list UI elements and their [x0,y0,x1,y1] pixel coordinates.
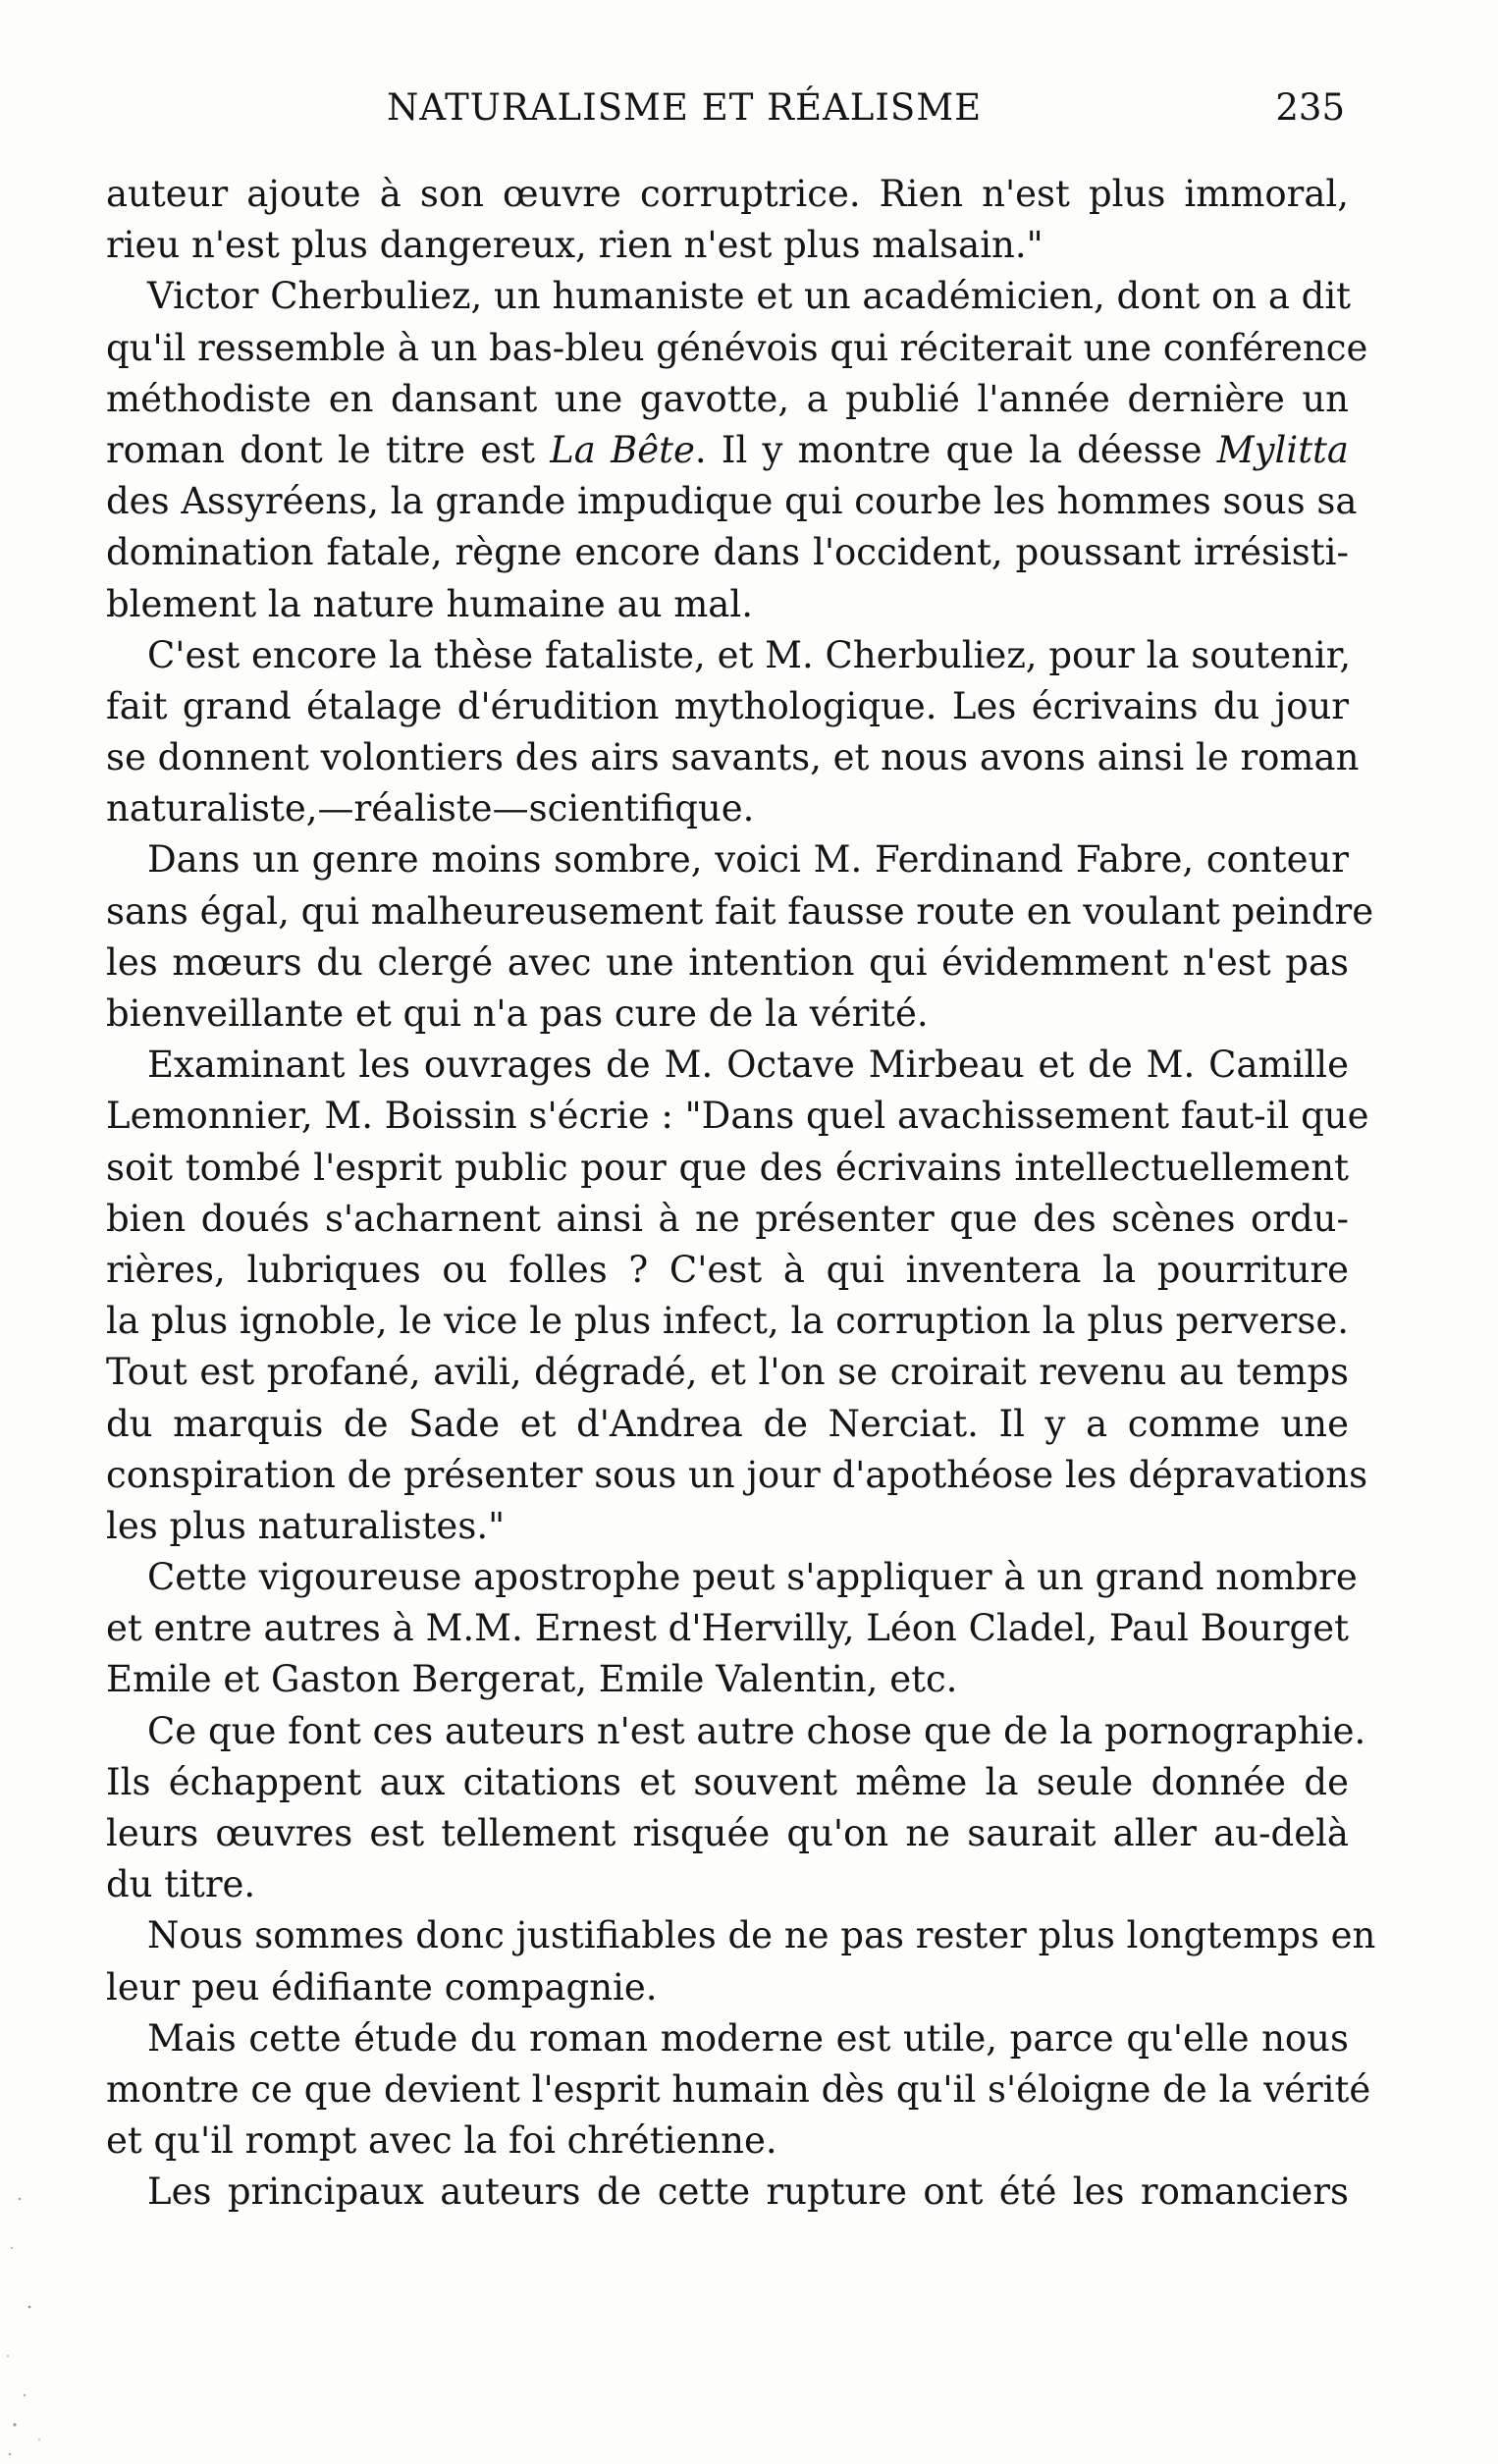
text-line: les mœurs du clergé avec une intention qui évidemment n'est pas [106,940,1349,984]
page-header [108,86,1355,145]
text-line: Cette vigoureuse apostrophe peut s'appliquer à un grand nombre [147,1556,1358,1599]
text-line: Nous sommes donc justifiables de ne pas rester plus longtemps en [147,1914,1376,1957]
text-line: soit tombé l'esprit public pour que des écrivains intellectuellement [106,1146,1349,1189]
text-line: du marquis de Sade et d'Andrea de Nerciat. Il y a comme une [106,1402,1349,1445]
text-line: se donnent volontiers des airs savants, et nous avons ainsi le roman [106,736,1360,779]
text-line: Lemonnier, M. Boissin s'écrie : "Dans quel avachissement faut-il que [106,1095,1369,1138]
text-line: Mais cette étude du roman moderne est utile, parce qu'elle nous [147,2016,1349,2060]
text-line: qu'il ressemble à un bas-bleu génévois qui réciterait une conférence [106,326,1368,369]
text-line: Dans un genre moins sombre, voici M. Ferdinand Fabre, conteur [147,838,1349,882]
text-line: Examinant les ouvrages de M. Octave Mirbeau et de M. Camille [147,1044,1349,1087]
scan-specks [0,2160,88,2464]
text-line: roman dont le titre est La Bête. Il y montre que la déesse Mylitta [106,428,1349,471]
text-line: les plus naturalistes." [106,1504,506,1547]
text-line: naturaliste,—réaliste—scientifique. [106,787,755,830]
text-line: bienveillante et qui n'a pas cure de la vérité. [106,992,929,1035]
page-number: 235 [1275,86,1345,129]
text-line: rieu n'est plus dangereux, rien n'est plus malsain." [106,224,1043,267]
text-line: bien doués s'acharnent ainsi à ne présenter que des scènes ordu- [106,1197,1349,1240]
text-line: montre ce que devient l'esprit humain dès qu'il s'éloigne de la vérité [106,2067,1371,2111]
text-line: et entre autres à M.M. Ernest d'Hervilly, Léon Cladel, Paul Bourget [106,1607,1349,1650]
text-line: Tout est profané, avili, dégradé, et l'on se croirait revenu au temps [106,1351,1349,1394]
text-line: Les principaux auteurs de cette rupture ont été les romanciers [147,2170,1349,2214]
text-line: la plus ignoble, le vice le plus infect, la corruption la plus perverse. [106,1300,1349,1343]
text-line: sans égal, qui malheureusement fait fausse route en voulant peindre [106,889,1374,933]
text-line: et qu'il rompt avec la foi chrétienne. [106,2119,777,2163]
text-line: rières, lubriques ou folles ? C'est à qui inventera la pourriture [106,1248,1349,1291]
text-line: conspiration de présenter sous un jour d'apothéose les dépravations [106,1453,1368,1496]
text-line: blement la nature humaine au mal. [106,582,753,625]
text-line: C'est encore la thèse fataliste, et M. Cherbuliez, pour la soutenir, [147,633,1352,676]
text-line: leurs œuvres est tellement risquée qu'on ne saurait aller au-delà [106,1812,1349,1854]
running-title: NATURALISME ET RÉALISME [387,86,983,129]
text-line: des Assyréens, la grande impudique qui courbe les hommes sous sa [106,480,1358,523]
text-line: du titre. [106,1863,256,1906]
text-line: domination fatale, règne encore dans l'occident, poussant irrésisti- [106,531,1349,574]
text-line: méthodiste en dansant une gavotte, a publié l'année dernière un [106,377,1349,420]
text-line: leur peu édifiante compagnie. [106,1965,658,2009]
text-line: Victor Cherbuliez, un humaniste et un académicien, dont on a dit [147,275,1352,318]
text-line: fait grand étalage d'érudition mythologique. Les écrivains du jour [106,684,1349,727]
text-line: Emile et Gaston Bergerat, Emile Valentin, etc. [106,1658,958,1701]
text-line: Ils échappent aux citations et souvent même la seule donnée de [106,1760,1349,1803]
body-text [106,169,1376,2219]
text-line: Ce que font ces auteurs n'est autre chose que de la pornographie. [147,1709,1366,1752]
text-line: auteur ajoute à son œuvre corruptrice. Rien n'est plus immoral, [106,173,1349,215]
